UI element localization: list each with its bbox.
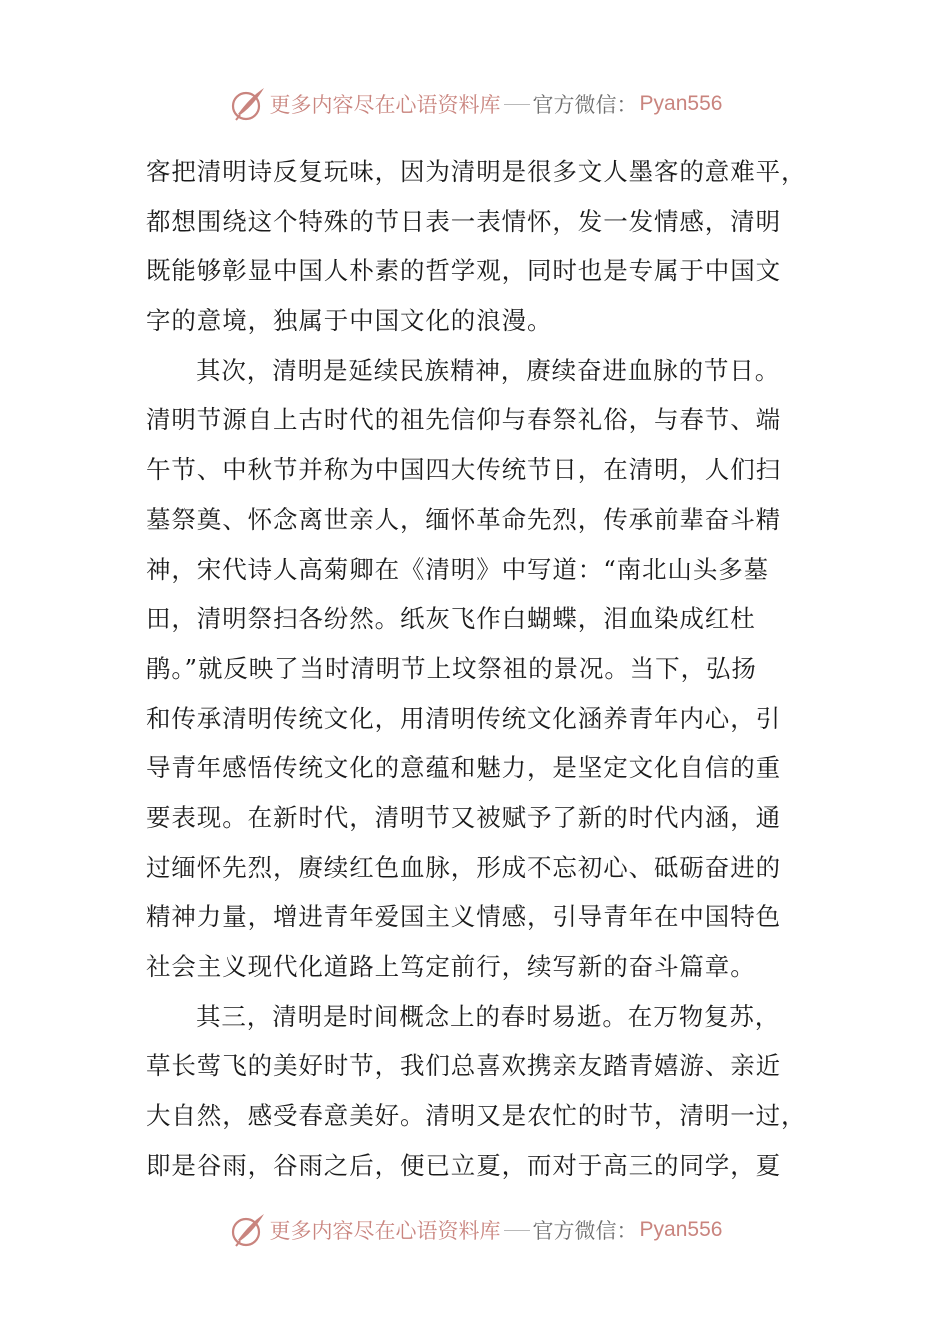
text-line: 神，宋代诗人高菊卿在《清明》中写道：“南北山头多墓 [146, 554, 770, 584]
watermark-dash [504, 104, 530, 105]
text-line: 其次，清明是延续民族精神，赓续奋进血脉的节日。 [196, 355, 781, 385]
header-watermark [0, 84, 950, 124]
quill-pen-logo-icon [228, 84, 268, 124]
quill-pen-logo-icon [228, 1210, 268, 1250]
document-body [146, 147, 806, 1190]
text-line: 草长莺飞的美好时节，我们总喜欢携亲友踏青嬉游、亲近 [146, 1051, 781, 1081]
text-line: 田，清明祭扫各纷然。纸灰飞作白蝴蝶，泪血染成红杜 [146, 604, 756, 634]
text-line: 都想围绕这个特殊的节日表一表情怀，发一发情感，清明 [146, 206, 781, 236]
text-line: 大自然，感受春意美好。清明又是农忙的时节，清明一过， [146, 1101, 807, 1131]
text-line: 清明节源自上古时代的祖先信仰与春祭礼俗，与春节、端 [146, 405, 781, 435]
watermark-wechat-id: Pyan556 [639, 1218, 723, 1241]
text-line: 字的意境，独属于中国文化的浪漫。 [146, 306, 553, 336]
watermark-official-label: 官方微信： [532, 93, 638, 117]
text-line: 导青年感悟传统文化的意蕴和魅力，是坚定文化自信的重 [146, 753, 781, 783]
text-line: 要表现。在新时代，清明节又被赋予了新的时代内涵，通 [146, 802, 781, 832]
watermark-wechat-id: Pyan556 [639, 92, 723, 115]
text-line: 鹃。”就反映了当时清明节上坟祭祖的景况。当下，弘扬 [146, 653, 757, 683]
text-line: 墓祭奠、怀念离世亲人，缅怀革命先烈，传承前辈奋斗精 [146, 504, 781, 534]
text-line: 和传承清明传统文化，用清明传统文化涵养青年内心，引 [146, 703, 781, 733]
text-line: 既能够彰显中国人朴素的哲学观，同时也是专属于中国文 [146, 256, 781, 286]
watermark-official-label: 官方微信： [532, 1219, 638, 1243]
text-line: 精神力量，增进青年爱国主义情感，引导青年在中国特色 [146, 902, 781, 932]
text-line: 即是谷雨，谷雨之后，便已立夏，而对于高三的同学，夏 [146, 1150, 781, 1180]
text-line: 过缅怀先烈，赓续红色血脉，形成不忘初心、砥砺奋进的 [146, 852, 781, 882]
text-line: 社会主义现代化道路上笃定前行，续写新的奋斗篇章。 [146, 952, 756, 981]
text-line: 午节、中秋节并称为中国四大传统节日，在清明，人们扫 [146, 455, 781, 485]
text-line: 其三，清明是时间概念上的春时易逝。在万物复苏， [196, 1001, 781, 1031]
watermark-dash [504, 1230, 530, 1231]
text-line: 客把清明诗反复玩味，因为清明是很多文人墨客的意难平， [146, 157, 807, 186]
watermark-site-name: 更多内容尽在心语资料库 [269, 93, 501, 117]
watermark-site-name: 更多内容尽在心语资料库 [269, 1219, 501, 1243]
footer-watermark [0, 1210, 950, 1250]
